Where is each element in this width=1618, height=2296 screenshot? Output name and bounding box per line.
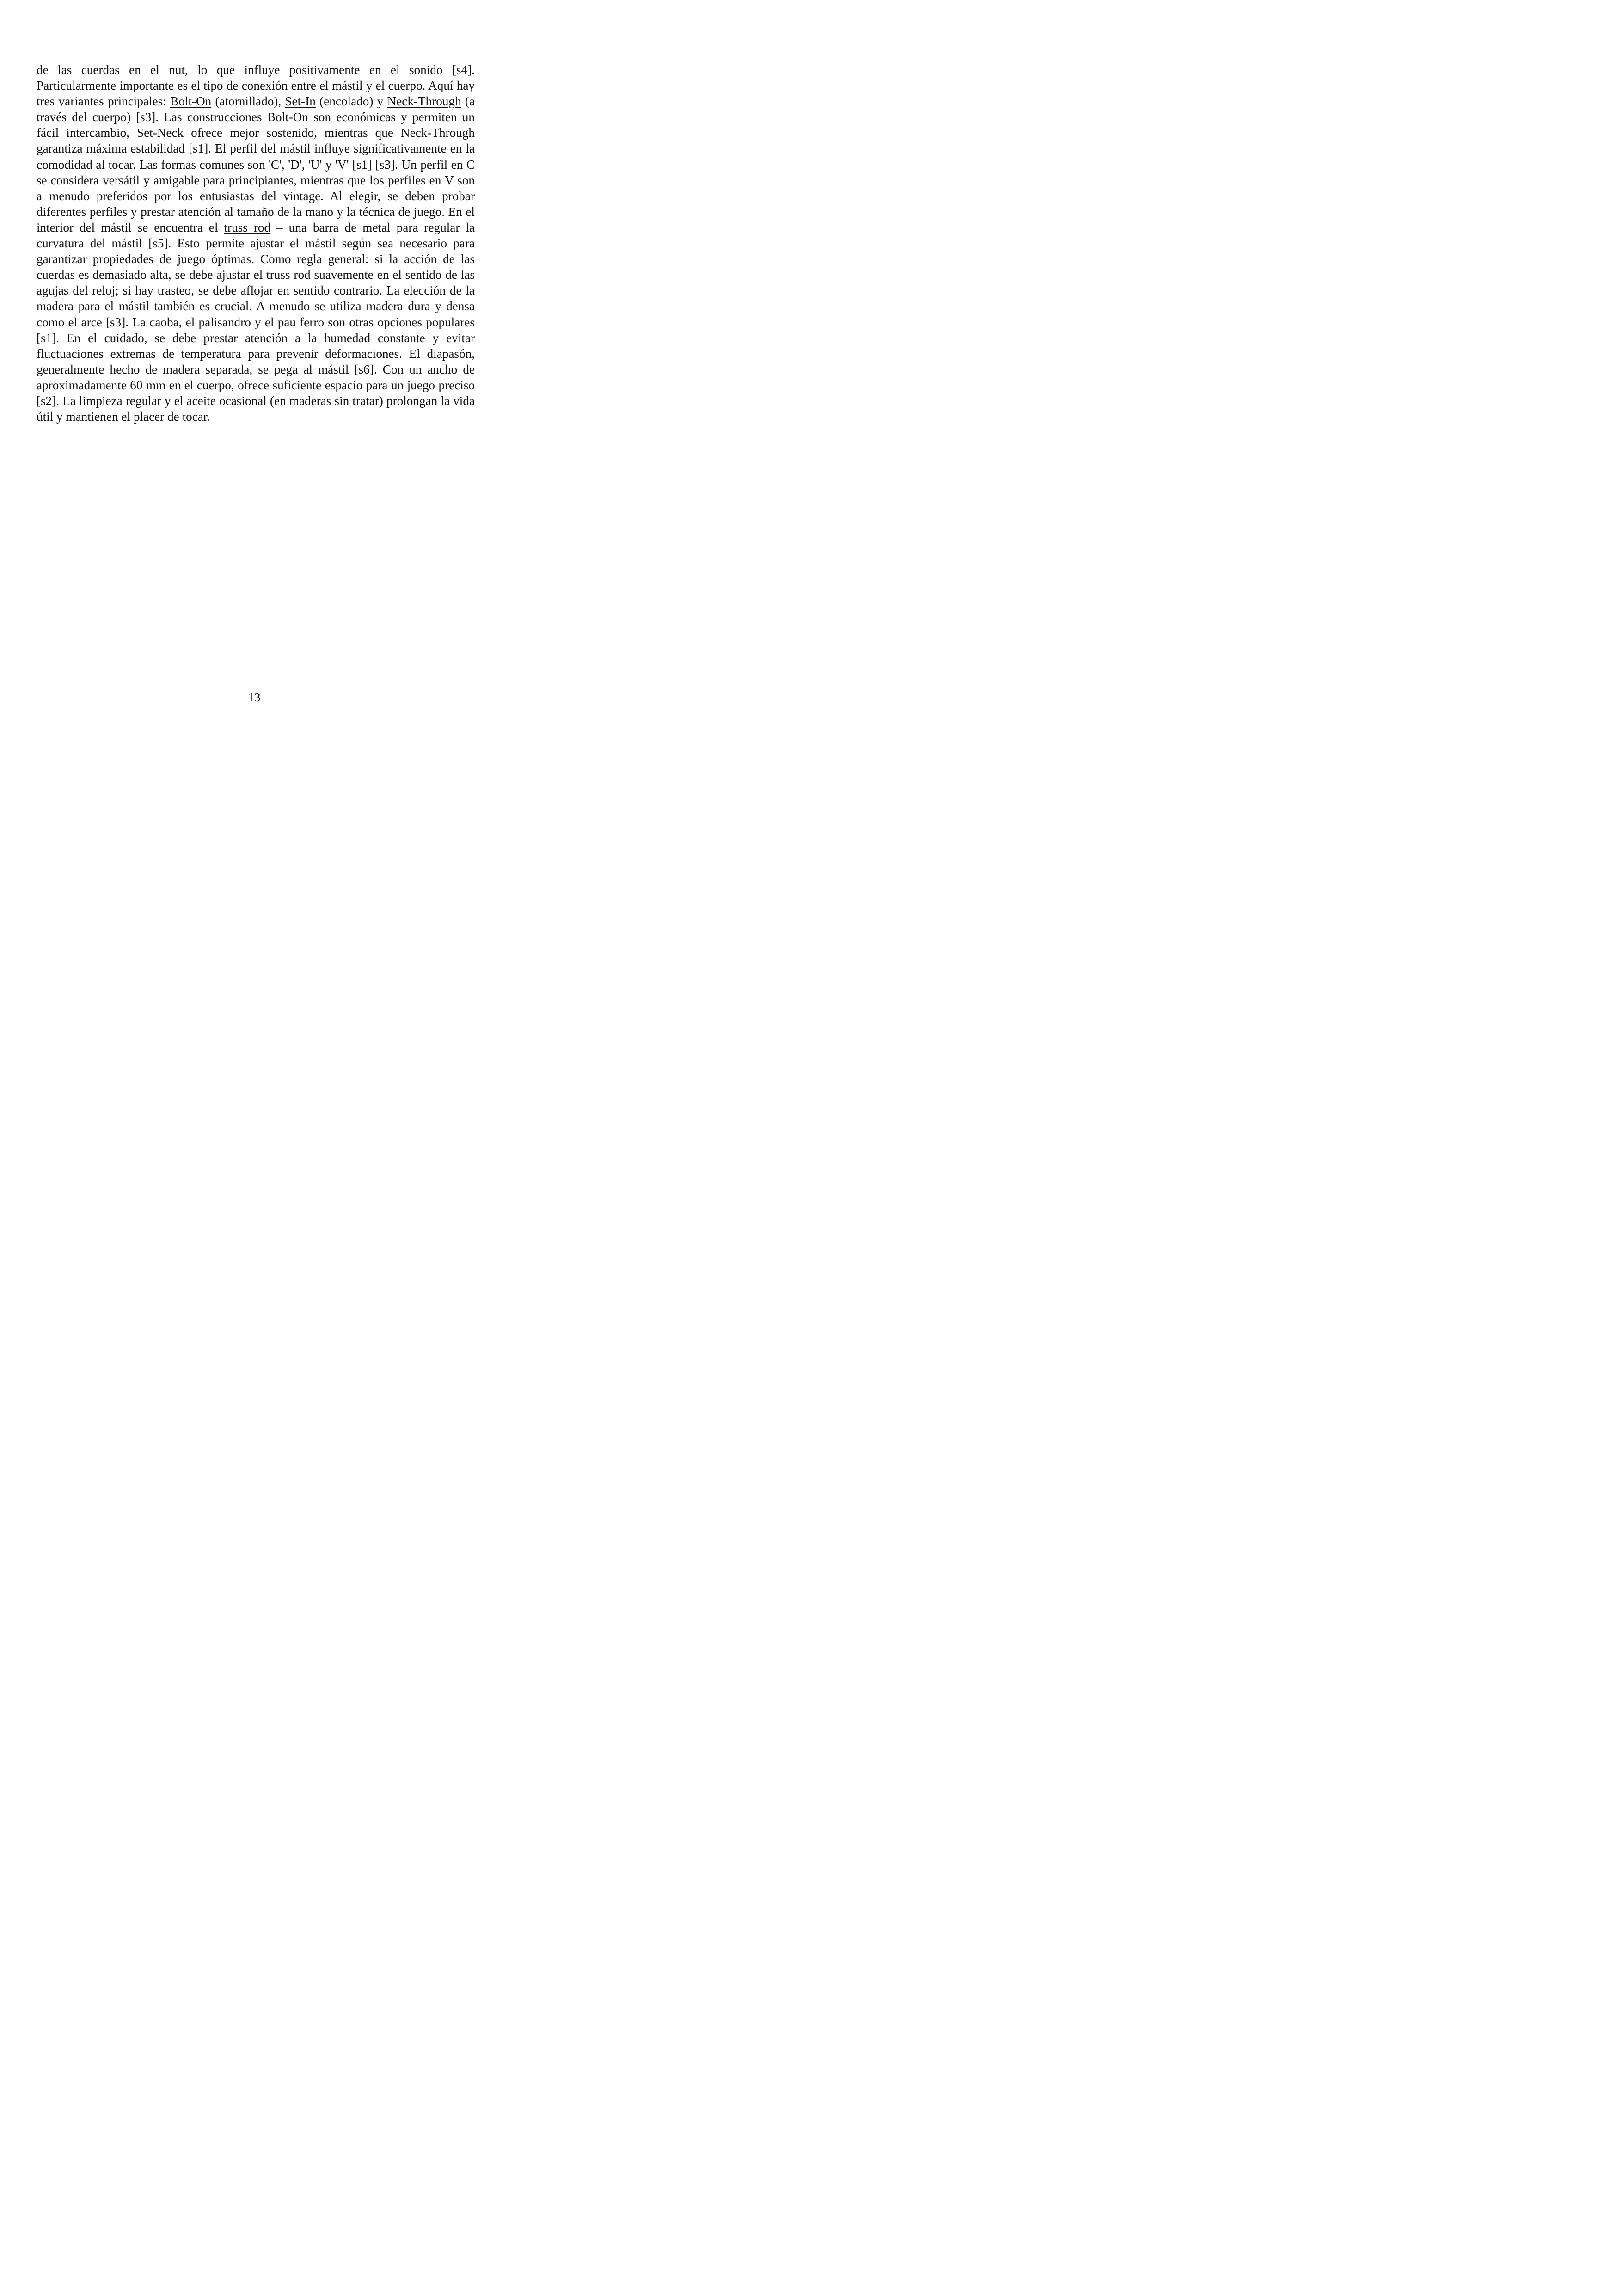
document-page [0, 0, 509, 722]
body-paragraph [37, 62, 475, 424]
paragraph-text-segment: – una barra de metal para regular la curvatura del mástil [s5]. Esto permite ajustar el mástil según sea necesario para garantizar propiedades de juego óptimas. Como regla general: si la acción de las cuerdas es demasiado alta, se debe ajustar el truss rod suavemente en el sentido de las agujas del reloj; si hay trasteo, se debe aflojar en sentido contrario. La elección de la madera para el mástil también es crucial. A menudo se utiliza madera dura y densa como el arce [s3]. La caoba, el palisandro y el pau ferro son otras opciones populares [s1]. En el cuidado, se debe prestar atención a la humedad constante y evitar fluctuaciones extremas de temperatura para prevenir deformaciones. El diapasón, generalmente hecho de madera separada, se pega al mástil [s6]. Con un ancho de aproximadamente 60 mm en el cuerpo, ofrece suficiente espacio para un juego preciso [s2]. La limpieza regular y el aceite ocasional (en maderas sin tratar) prolongan la vida útil y mantienen el placer de tocar. [37, 220, 475, 424]
paragraph-text-segment: (a través del cuerpo) [s3]. Las construcciones Bolt-On son económicas y permiten un fácil intercambio, Set-Neck ofrece mejor sostenido, mientras que Neck-Through garantiza máxima estabilidad [s1]. El perfil del mástil influye significativamente en la comodidad al tocar. Las formas comunes son 'C', 'D', 'U' y 'V' [s1] [s3]. Un perfil en C se considera versátil y amigable para principiantes, mientras que los perfiles en V son a menudo preferidos por los entusiastas del vintage. Al elegir, se deben probar diferentes perfiles y prestar atención al tamaño de la mano y la técnica de juego. En el interior del mástil se encuentra el [37, 94, 475, 234]
paragraph-text-segment: (encolado) y [315, 94, 387, 109]
paragraph-text-segment: de las cuerdas en el nut, lo que influye positivamente en el sonido [s4]. Particularmente importante es el tipo de conexión entre el mástil y el cuerpo. Aquí hay tres variantes principales: [37, 63, 475, 109]
term-bolt-on: Bolt-On [170, 94, 212, 109]
term-set-in: Set-In [285, 94, 316, 109]
term-truss-rod: truss rod [224, 220, 271, 234]
term-neck-through: Neck-Through [387, 94, 461, 109]
paragraph-text-segment: (atornillado), [211, 94, 285, 109]
page-number: 13 [248, 690, 261, 704]
